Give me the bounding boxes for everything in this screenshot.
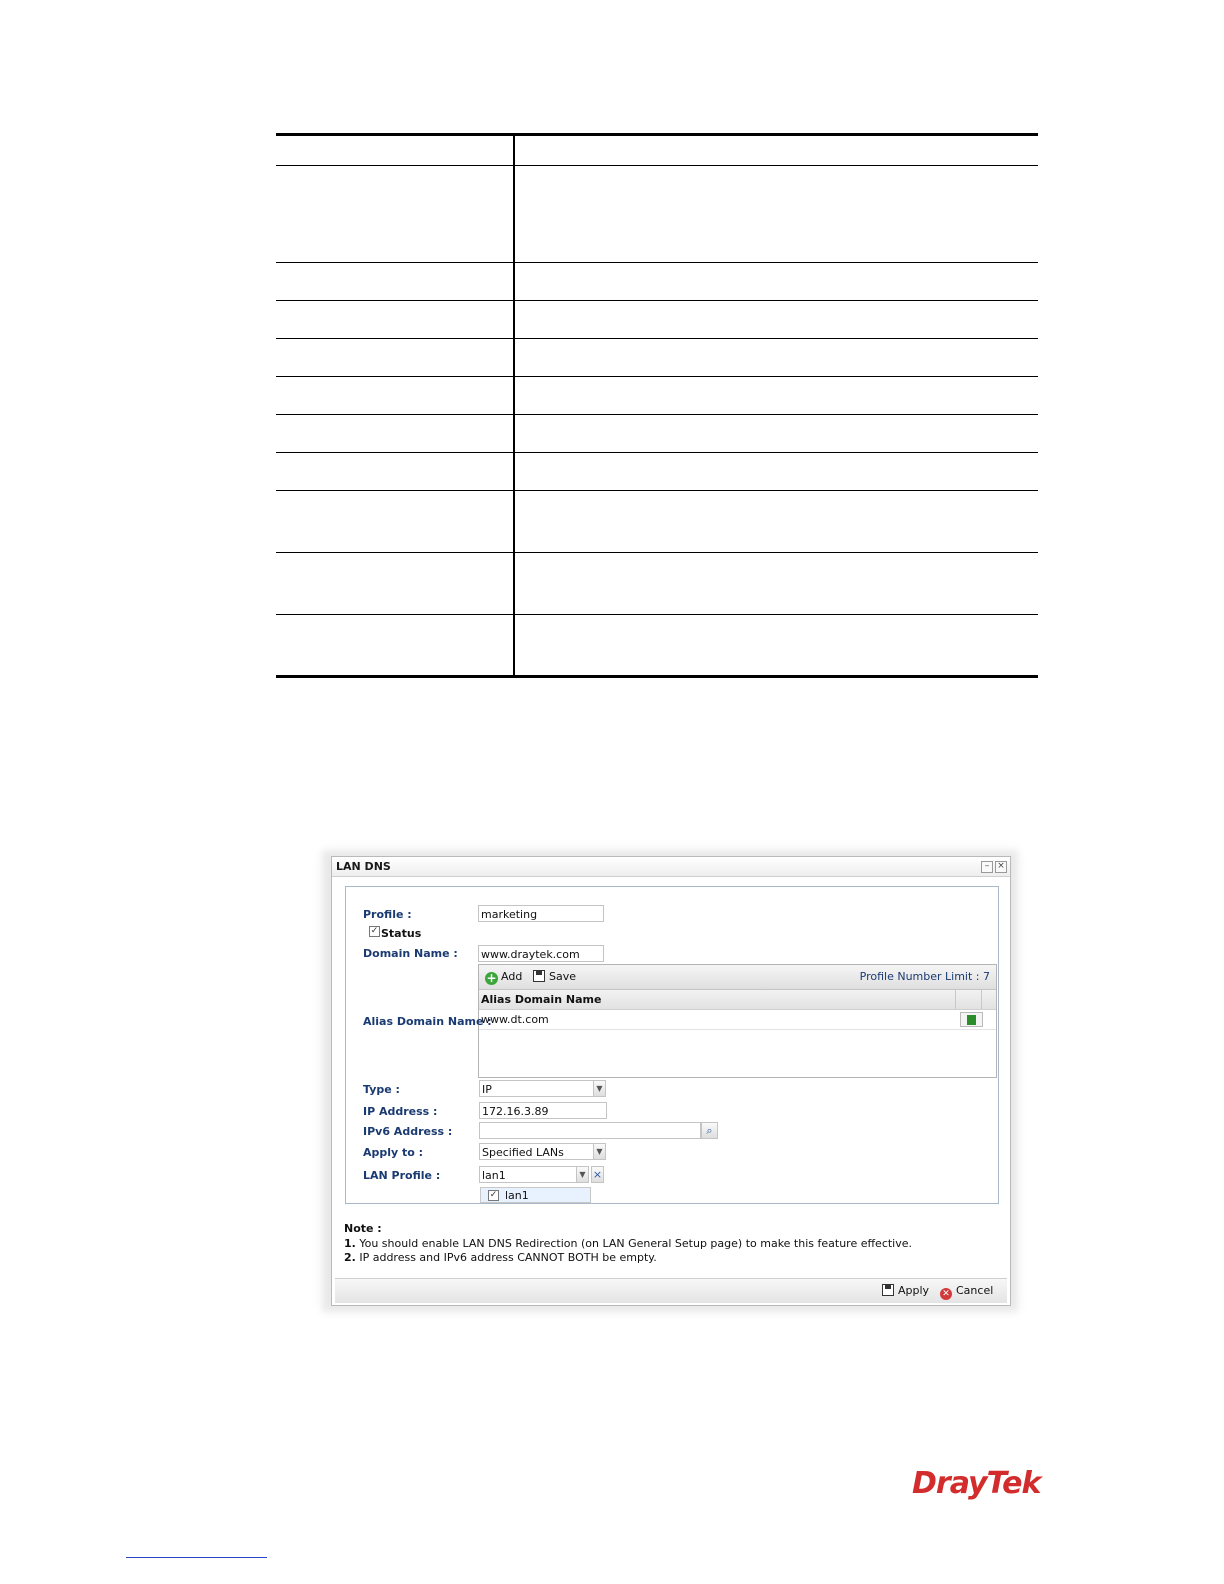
chevron-down-icon[interactable]: ▼	[593, 1080, 606, 1097]
search-icon[interactable]: ⌕	[701, 1122, 718, 1139]
alias-domain-label: Alias Domain Name :	[363, 1015, 492, 1028]
ipv6-address-label: IPv6 Address :	[363, 1125, 453, 1138]
table-cell	[514, 166, 1038, 263]
table-cell	[276, 615, 514, 677]
ip-address-label: IP Address :	[363, 1105, 438, 1118]
draytek-logo: DrayTek	[912, 1466, 1041, 1501]
trash-icon	[967, 1015, 976, 1025]
apply-button[interactable]: Apply	[882, 1284, 929, 1297]
dialog-title: LAN DNS	[336, 860, 391, 873]
add-icon: +	[486, 971, 497, 985]
table-cell	[276, 415, 514, 453]
table-cell	[276, 453, 514, 491]
form-panel	[345, 886, 999, 1204]
domain-name-input[interactable]: www.draytek.com	[478, 945, 604, 962]
table-cell	[514, 491, 1038, 553]
ipv6-address-input[interactable]	[479, 1122, 701, 1139]
table-cell	[514, 263, 1038, 301]
alias-grid-header	[479, 990, 996, 1010]
footer-rule	[126, 1557, 267, 1558]
table-cell	[276, 377, 514, 415]
apply-to-label: Apply to :	[363, 1146, 424, 1159]
type-label: Type :	[363, 1083, 400, 1096]
table-cell	[514, 135, 1038, 166]
table-cell	[276, 135, 514, 166]
table-cell	[276, 339, 514, 377]
note-2: 2. IP address and IPv6 address CANNOT BOTH be empty.	[344, 1251, 657, 1264]
lan-option-label: lan1	[505, 1189, 529, 1202]
column-divider	[981, 990, 982, 1009]
chevron-down-icon[interactable]: ▼	[593, 1143, 606, 1160]
parameter-table	[276, 133, 1038, 678]
table-cell	[514, 553, 1038, 615]
clear-icon[interactable]: ×	[592, 1168, 603, 1181]
cancel-button[interactable]: ✕ Cancel	[940, 1284, 993, 1300]
table-cell	[514, 453, 1038, 491]
status-checkbox[interactable]: ✓	[370, 926, 379, 936]
dialog-footer	[335, 1278, 1007, 1303]
lan-option-item[interactable]	[480, 1187, 591, 1203]
note-1: 1. You should enable LAN DNS Redirection (on LAN General Setup page) to make this feature effective.	[344, 1237, 913, 1250]
table-row[interactable]	[479, 1010, 996, 1030]
table-cell	[276, 263, 514, 301]
table-cell	[276, 301, 514, 339]
table-cell	[514, 615, 1038, 677]
table-cell	[514, 339, 1038, 377]
delete-button[interactable]	[960, 1012, 983, 1027]
minimize-icon[interactable]: –	[981, 861, 993, 873]
lan-option-checkbox[interactable]: ✓	[489, 1190, 498, 1200]
status-label: Status	[381, 927, 422, 940]
cancel-icon: ✕	[940, 1288, 952, 1300]
table-cell	[276, 553, 514, 615]
lan-profile-select[interactable]: lan1	[479, 1166, 577, 1183]
dialog-titlebar	[332, 857, 1010, 877]
alias-domain-grid	[478, 964, 997, 1078]
profile-input[interactable]: marketing	[478, 905, 604, 922]
chevron-down-icon[interactable]: ▼	[576, 1166, 589, 1183]
profile-label: Profile :	[363, 908, 412, 921]
save-button[interactable]: Save	[533, 970, 576, 983]
note-title: Note :	[344, 1222, 382, 1235]
type-select[interactable]: IP	[479, 1080, 594, 1097]
save-icon	[882, 1284, 894, 1296]
profile-number-limit: Profile Number Limit : 7	[859, 970, 990, 983]
table-cell	[276, 166, 514, 263]
alias-column-header: Alias Domain Name	[481, 993, 602, 1006]
apply-to-select[interactable]: Specified LANs	[479, 1143, 594, 1160]
ip-address-input[interactable]: 172.16.3.89	[479, 1102, 607, 1119]
column-divider	[955, 990, 956, 1009]
close-icon[interactable]: ×	[995, 861, 1007, 873]
save-icon	[533, 970, 545, 982]
alias-toolbar	[479, 965, 996, 990]
table-cell	[514, 415, 1038, 453]
table-cell	[276, 491, 514, 553]
add-button[interactable]: + Add	[486, 970, 523, 985]
lan-dns-dialog	[331, 856, 1011, 1306]
alias-domain-cell: www.dt.com	[481, 1013, 549, 1026]
lan-profile-label: LAN Profile :	[363, 1169, 441, 1182]
domain-name-label: Domain Name :	[363, 947, 458, 960]
table-cell	[514, 377, 1038, 415]
table-cell	[514, 301, 1038, 339]
